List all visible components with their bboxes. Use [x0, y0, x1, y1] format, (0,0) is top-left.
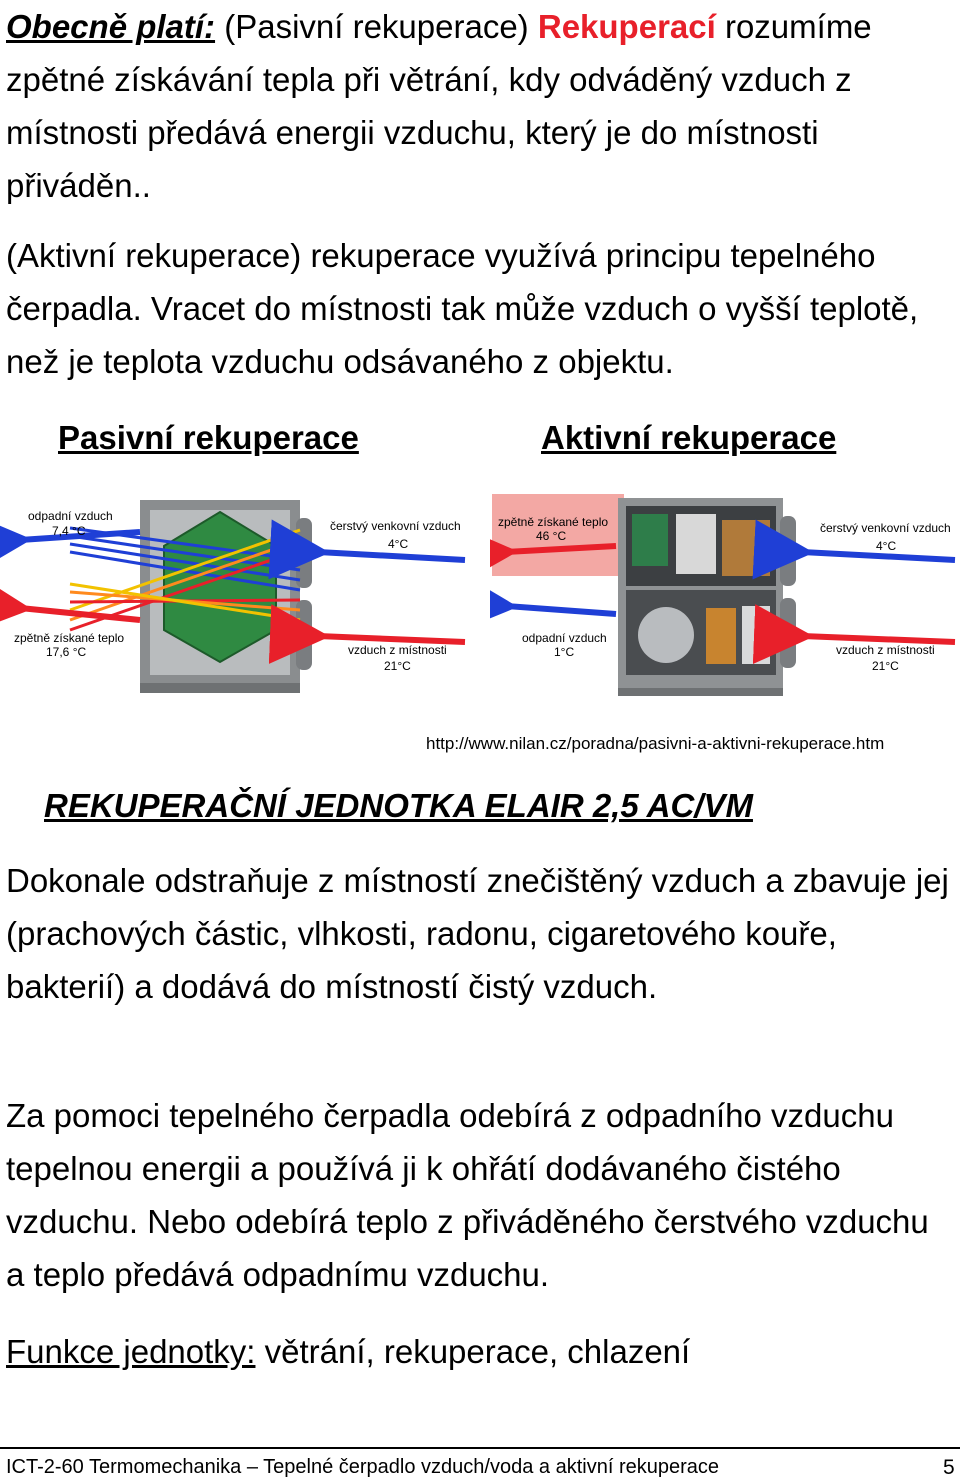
room-temp: 21°C — [384, 659, 411, 673]
fresh-temp: 4°C — [388, 537, 409, 551]
exhaust-label: odpadní vzduch — [522, 631, 607, 645]
exhaust-arrow — [506, 606, 616, 614]
functions-label: Funkce jednotky: — [6, 1333, 256, 1370]
intro-text-2: rozumíme zpětné získávání tepla při větrání, kdy odváděný vzduch z místnosti předává energii vzduchu, který je do místnosti přiváděn.. — [6, 8, 872, 204]
recovered-label: zpětně získané teplo — [498, 515, 609, 529]
fresh-label: čerstvý venkovní vzduch — [820, 521, 951, 535]
electrical-module — [676, 514, 716, 574]
control-board — [632, 514, 668, 566]
duct-top-right — [296, 518, 312, 588]
recovered-heat-arrow — [20, 608, 140, 620]
fresh-label: čerstvý venkovní vzduch — [330, 519, 461, 533]
active-intro-paragraph: (Aktivní rekuperace) rekuperace využívá principu tepelného čerpadla. Vracet do místnosti tak může vzduch o vyšší teplotě, než je teplota vzduchu odsávaného z objektu. — [6, 237, 919, 380]
compressor — [742, 606, 770, 664]
paragraph-2: Za pomoci tepelného čerpadla odebírá z odpadního vzduchu tepelnou energii a používá ji k ohřátí dodávaného čistého vzduchu. Nebo odebírá teplo z přiváděného čerstvého vzduchu a teplo předává odpadnímu vzduchu. — [6, 1097, 929, 1293]
active-recuperation-figure — [490, 490, 960, 705]
heat-exchanger-coil — [722, 520, 770, 576]
passive-heading: Pasivní rekuperace — [58, 419, 359, 456]
exhaust-temp: 1°C — [554, 645, 575, 659]
recovered-temp: 17,6 °C — [46, 645, 87, 659]
functions-value: větrání, rekuperace, chlazení — [255, 1333, 691, 1370]
functions-line — [6, 1328, 690, 1376]
fresh-air-arrow — [318, 552, 465, 560]
room-air-arrow — [802, 636, 955, 642]
fresh-air-arrow — [802, 552, 955, 560]
active-heading: Aktivní rekuperace — [541, 419, 837, 456]
duct-bottom-right — [780, 598, 796, 668]
unit-title: REKUPERAČNÍ JEDNOTKA ELAIR 2,5 AC/VM — [44, 787, 753, 824]
room-temp: 21°C — [872, 659, 899, 673]
source-url: http://www.nilan.cz/poradna/pasivni-a-aktivni-rekuperace.htm — [426, 734, 885, 753]
passive-recuperation-figure — [0, 490, 470, 705]
paragraph-1: Dokonale odstraňuje z místností znečištěný vzduch a zbavuje jej (prachových částic, vlhkosti, radonu, cigaretového kouře, bakterií) a dodává do místností čistý vzduch. — [6, 862, 949, 1005]
room-air-arrow — [318, 636, 465, 642]
room-label: vzduch z místnosti — [836, 643, 935, 657]
unit-base — [618, 688, 783, 696]
fan — [638, 607, 694, 663]
unit-base — [140, 683, 300, 693]
duct-top-right — [780, 516, 796, 586]
recovered-temp: 46 °C — [536, 529, 567, 543]
room-label: vzduch z místnosti — [348, 643, 447, 657]
intro-highlight: Rekuperací — [537, 8, 716, 45]
intro-text-1: (Pasivní rekuperace) — [215, 8, 538, 45]
exhaust-label: odpadní vzduch — [28, 509, 113, 523]
compressor-piping — [706, 608, 736, 664]
fresh-temp: 4°C — [876, 539, 897, 553]
footer-divider — [0, 1447, 960, 1449]
exhaust-temp: 7,4 °C — [52, 524, 86, 538]
recovered-label: zpětně získané teplo — [14, 631, 125, 645]
footer-text: ICT-2-60 Termomechanika – Tepelné čerpadlo vzduch/voda a aktivní rekuperace — [6, 1456, 719, 1478]
intro-paragraph — [6, 0, 951, 212]
page-number: 5 — [943, 1456, 955, 1479]
intro-lead: Obecně platí: — [6, 8, 216, 45]
